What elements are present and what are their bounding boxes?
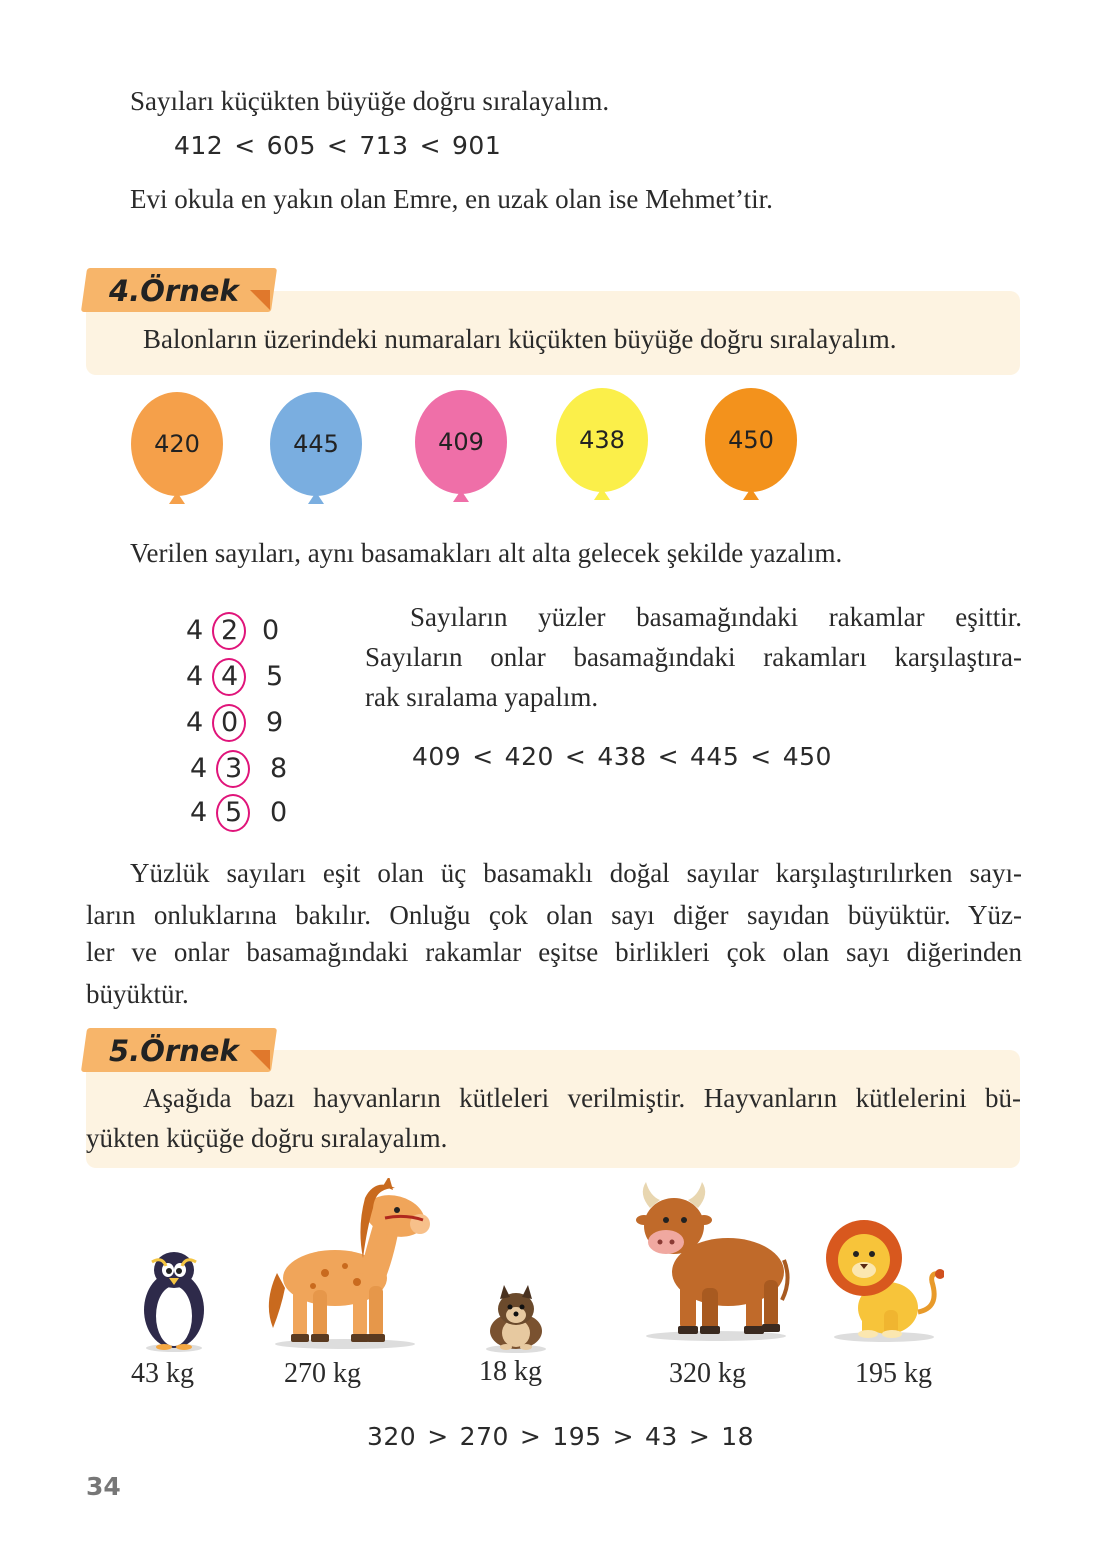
balloon [415,390,507,502]
ones-digit: 5 [266,661,284,692]
hundreds-digit: 4 [186,661,204,692]
tens-digit: 4 [221,661,239,692]
example-5-label: 5.Örnek [109,1034,239,1068]
ones-digit: 0 [262,615,280,646]
order-number: 901 [452,131,502,160]
balloon-number: 450 [728,426,774,454]
balloon-knot-icon [169,492,185,504]
intro-order [174,131,501,160]
order-number: 409 [412,742,462,771]
balloon-number: 409 [438,428,484,456]
horse-icon [265,1178,430,1350]
example-4-label: 4.Örnek [109,274,239,308]
balloon-knot-icon [743,488,759,500]
hundreds-digit: 4 [186,707,204,738]
rule-line: ler ve onlar basamağındaki rakamlar eşitse birlikleri çok olan sayı diğerinden [86,937,1022,967]
hundreds-digit: 4 [190,797,208,828]
order-number: 713 [359,131,409,160]
example-5-prompt-line: yükten küçüğe doğru sıralayalım. [86,1123,448,1153]
animal-mass-label: 18 kg [479,1356,542,1387]
order-number: 412 [174,131,224,160]
balloon [705,388,797,500]
tens-digit: 3 [225,753,243,784]
greater-than: > [688,1422,711,1451]
less-than: < [750,742,772,771]
explanation-line: Sayıların onlar basamağındaki rakamları karşılaştıra- [365,642,1022,672]
balloon-number: 438 [579,426,625,454]
intro-line-1: Sayıları küçükten büyüğe doğru sıralayalım. [130,86,610,116]
less-than: < [564,742,587,771]
less-than: < [234,131,256,160]
order-number: 438 [597,742,647,771]
ones-digit: 9 [266,707,284,738]
page-number: 34 [86,1472,121,1501]
balloon-number: 420 [154,430,200,458]
animal-mass-label: 320 kg [669,1358,746,1389]
example-4-order [412,742,832,771]
less-than: < [326,131,349,160]
animal-mass-label: 195 kg [855,1358,932,1389]
dog-icon [482,1285,550,1353]
tens-digit: 5 [225,797,243,828]
balloon [270,392,362,504]
example-4-instruction: Verilen sayıları, aynı basamakları alt alta gelecek şekilde yazalım. [130,538,843,568]
order-number: 320 [367,1422,417,1451]
explanation-line: rak sıralama yapalım. [365,682,599,712]
example-5-prompt-line: Aşağıda bazı hayvanların kütleleri verilmiştir. Hayvanların kütlelerini bü- [143,1083,1021,1113]
order-number: 450 [782,742,832,771]
greater-than: > [519,1422,542,1451]
order-number: 18 [721,1422,755,1451]
explanation-line: Sayıların yüzler basamağındaki rakamlar eşittir. [410,602,1022,632]
animal-mass-label: 43 kg [131,1358,194,1389]
balloon-number: 445 [293,430,339,458]
balloon-knot-icon [453,490,469,502]
rule-line: Yüzlük sayıları eşit olan üç basamaklı doğal sayılar karşılaştırılırken sayı- [130,858,1022,888]
bull-icon [636,1180,791,1342]
order-number: 195 [552,1422,602,1451]
tens-digit: 0 [221,707,239,738]
animal-mass-label: 270 kg [284,1358,361,1389]
hundreds-digit: 4 [190,753,208,784]
greater-than: > [427,1422,449,1451]
order-number: 420 [504,742,554,771]
tens-digit: 2 [221,615,239,646]
rule-line: ların onluklarına bakılır. Onluğu çok olan sayı diğer sayıdan büyüktür. Yüz- [86,900,1022,930]
greater-than: > [612,1422,635,1451]
example-4-prompt: Balonların üzerindeki numaraları küçükten büyüğe doğru sıralayalım. [143,324,897,354]
banner-fold-icon [250,1050,270,1070]
ones-digit: 0 [270,797,288,828]
order-number: 445 [690,742,740,771]
balloon-knot-icon [594,488,610,500]
less-than: < [419,131,442,160]
penguin-icon [134,1248,214,1353]
intro-line-2: Evi okula en yakın olan Emre, en uzak olan ise Mehmet’tir. [130,184,773,214]
ones-digit: 8 [270,753,288,784]
balloon-knot-icon [308,492,324,504]
balloon [131,392,223,504]
order-number: 43 [645,1422,678,1451]
less-than: < [472,742,494,771]
example-5-order [367,1422,754,1451]
order-number: 605 [266,131,316,160]
lion-icon [826,1212,944,1342]
banner-fold-icon [250,290,270,310]
rule-line: büyüktür. [86,979,189,1009]
order-number: 270 [459,1422,509,1451]
hundreds-digit: 4 [186,615,204,646]
balloon [556,388,648,500]
less-than: < [657,742,680,771]
